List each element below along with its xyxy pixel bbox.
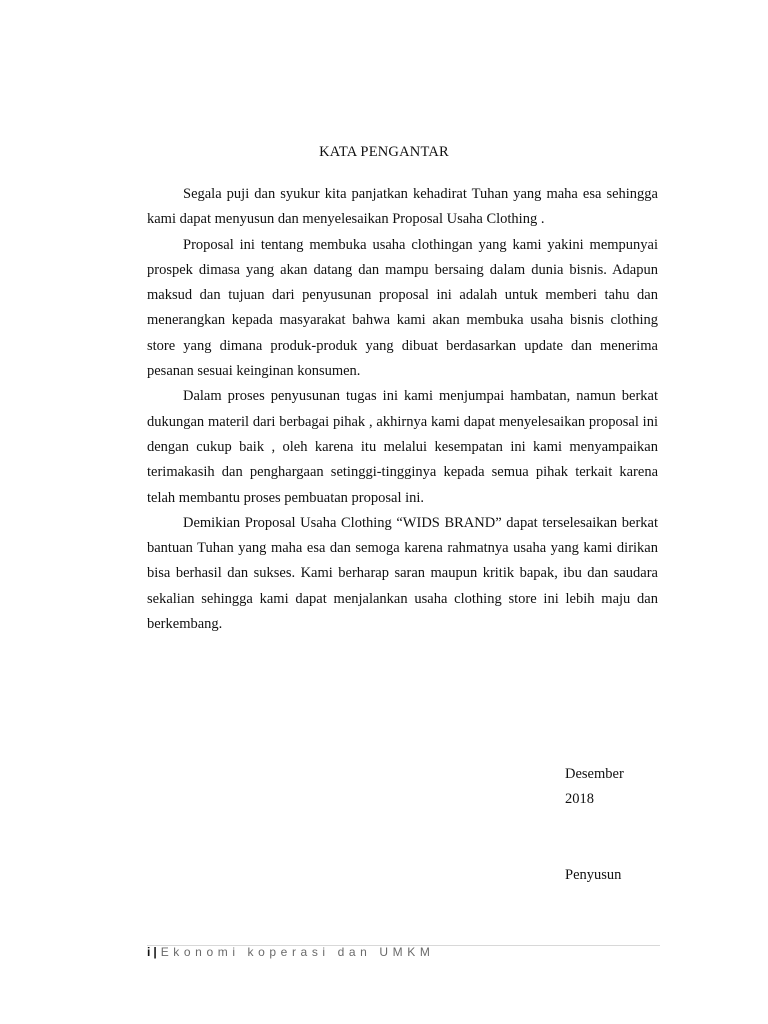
- page-title: KATA PENGANTAR: [319, 144, 449, 160]
- footer-page-number: i: [147, 945, 151, 959]
- closing-month: Desember: [565, 766, 624, 782]
- page-footer: [147, 945, 434, 959]
- closing-block: [565, 762, 665, 888]
- body-text: [147, 182, 658, 637]
- closing-spacer: [565, 813, 665, 863]
- paragraph-2: Proposal ini tentang membuka usaha clothingan yang kami yakini mempunyai prospek dimasa yang akan datang dan mampu bersaing dalam dunia bisnis. Adapun maksud dan tujuan dari penyusunan proposal ini adalah untuk memberi tahu dan menerangkan kepada masyarakat bahwa kami akan membuka usaha bisnis clothing store yang dimana produk-produk yang dibuat berdasarkan update dan menerima pesanan sesuai keinginan konsumen.: [147, 236, 658, 380]
- paragraph-1: Segala puji dan syukur kita panjatkan kehadirat Tuhan yang maha esa sehingga kami dapat menyusun dan menyelesaikan Proposal Usaha Clothing .: [147, 186, 658, 228]
- closing-signer: Penyusun: [565, 866, 622, 883]
- footer-text: Ekonomi koperasi dan UMKM: [160, 945, 435, 959]
- footer-separator: |: [153, 945, 157, 959]
- paragraph-4: Demikian Proposal Usaha Clothing “WIDS BRAND” dapat terselesaikan berkat bantuan Tuhan yang maha esa dan semoga karena rahmatnya usaha yang kami dirikan bisa berhasil dan sukses. Kami berharap saran maupun kritik bapak, ibu dan saudara sekalian sehingga kami dapat menjalankan usaha clothing store ini lebih maju dan berkembang.: [147, 514, 658, 633]
- paragraph-3: Dalam proses penyusunan tugas ini kami menjumpai hambatan, namun berkat dukungan materil dari berbagai pihak , akhirnya kami dapat menyelesaikan proposal ini dengan cukup baik , oleh karena itu melalui kesempatan ini kami menyampaikan terimakasih dan penghargaan setinggi-tingginya kepada semua pihak terkait karena telah membantu proses pembuatan proposal ini.: [147, 388, 658, 506]
- closing-year: 2018: [565, 791, 594, 808]
